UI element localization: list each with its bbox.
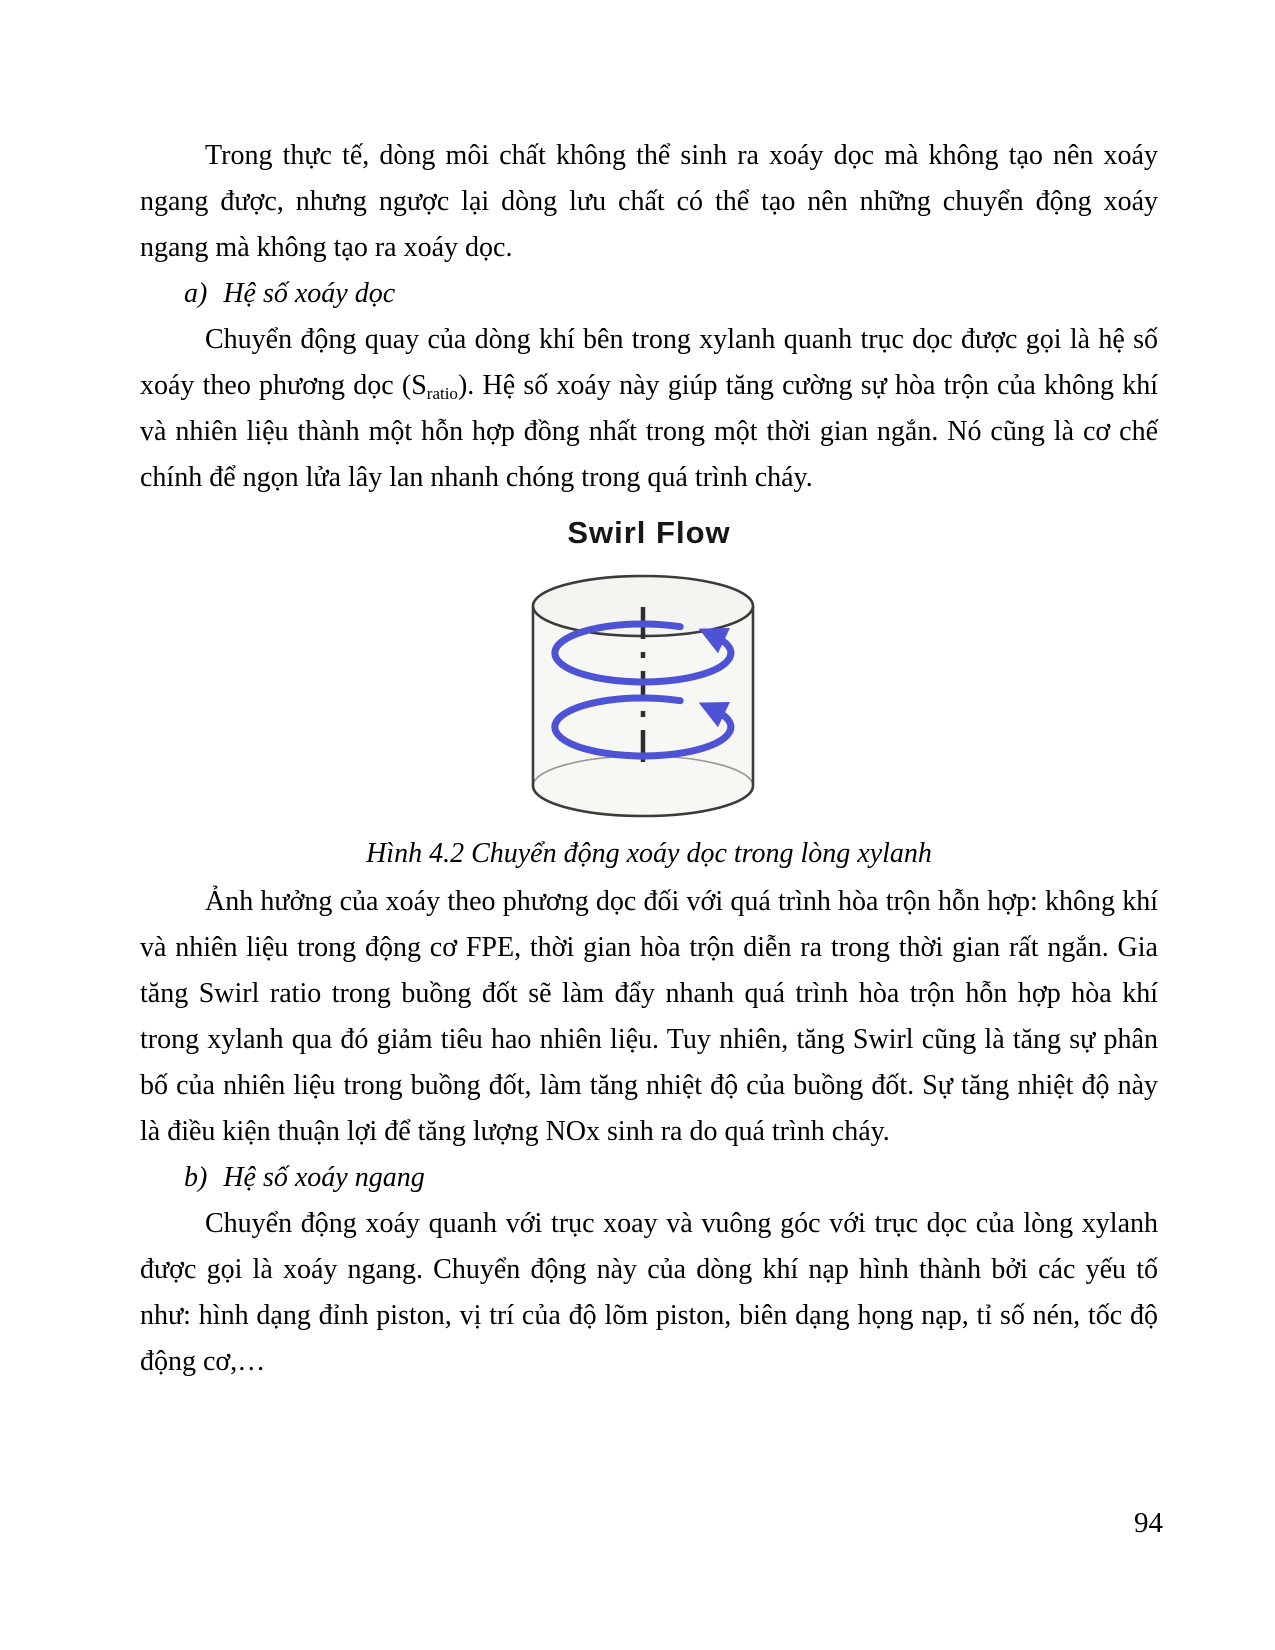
heading-a bbox=[140, 271, 1158, 317]
heading-b-label: Hệ số xoáy ngang bbox=[223, 1162, 425, 1193]
paragraph-swirl-ratio-pre: Chuyển động quay của dòng khí bên trong xylanh quanh trục dọc được gọi là hệ số xoáy theo phương dọc (S bbox=[140, 324, 1158, 401]
heading-b-marker: b) bbox=[184, 1162, 208, 1193]
paragraph-swirl-ratio-post: ). Hệ số xoáy này giúp tăng cường sự hòa trộn của không khí và nhiên liệu thành một hỗn hợp đồng nhất trong một thời gian ngắn. Nó cũng là cơ chế chính để ngọn lửa lây lan nhanh chóng trong quá trình cháy. bbox=[140, 370, 1158, 493]
paragraph-swirl-ratio bbox=[140, 317, 1158, 501]
heading-b bbox=[140, 1155, 1158, 1201]
swirl-flow-diagram bbox=[140, 561, 1158, 829]
figure-caption: Hình 4.2 Chuyển động xoáy dọc trong lòng xylanh bbox=[366, 838, 932, 869]
paragraph-swirl-effect: Ảnh hưởng của xoáy theo phương dọc đối với quá trình hòa trộn hỗn hợp: không khí và nhiên liệu trong động cơ FPE, thời gian hòa trộn diễn ra trong thời gian rất ngắn. Gia tăng Swirl ratio trong buồng đốt sẽ làm đẩy nhanh quá trình hòa trộn hỗn hợp hòa khí trong xylanh qua đó giảm tiêu hao nhiên liệu. Tuy nhiên, tăng Swirl cũng là tăng sự phân bố của nhiên liệu trong buồng đốt, làm tăng nhiệt độ của buồng đốt. Sự tăng nhiệt độ này là điều kiện thuận lợi để tăng lượng NOx sinh ra do quá trình cháy. bbox=[140, 886, 1158, 1147]
subscript-ratio: ratio bbox=[426, 384, 458, 403]
cylinder-swirl-svg bbox=[489, 561, 809, 829]
heading-a-marker: a) bbox=[184, 278, 208, 309]
swirl-flow-figure bbox=[140, 501, 1158, 879]
page-content bbox=[140, 133, 1158, 1385]
figure-title: Swirl Flow bbox=[567, 515, 731, 550]
heading-a-label: Hệ số xoáy dọc bbox=[223, 278, 396, 309]
page-number: 94 bbox=[1134, 1507, 1163, 1539]
paragraph-tumble: Chuyển động xoáy quanh với trục xoay và vuông góc với trục dọc của lòng xylanh được gọi là xoáy ngang. Chuyển động này của dòng khí nạp hình thành bởi các yếu tố như: hình dạng đỉnh piston, vị trí của độ lõm piston, biên dạng họng nạp, tỉ số nén, tốc độ động cơ,… bbox=[140, 1208, 1158, 1377]
paragraph-intro: Trong thực tế, dòng môi chất không thể sinh ra xoáy dọc mà không tạo nên xoáy ngang được, nhưng ngược lại dòng lưu chất có thể tạo nên những chuyển động xoáy ngang mà không tạo ra xoáy dọc. bbox=[140, 140, 1158, 263]
